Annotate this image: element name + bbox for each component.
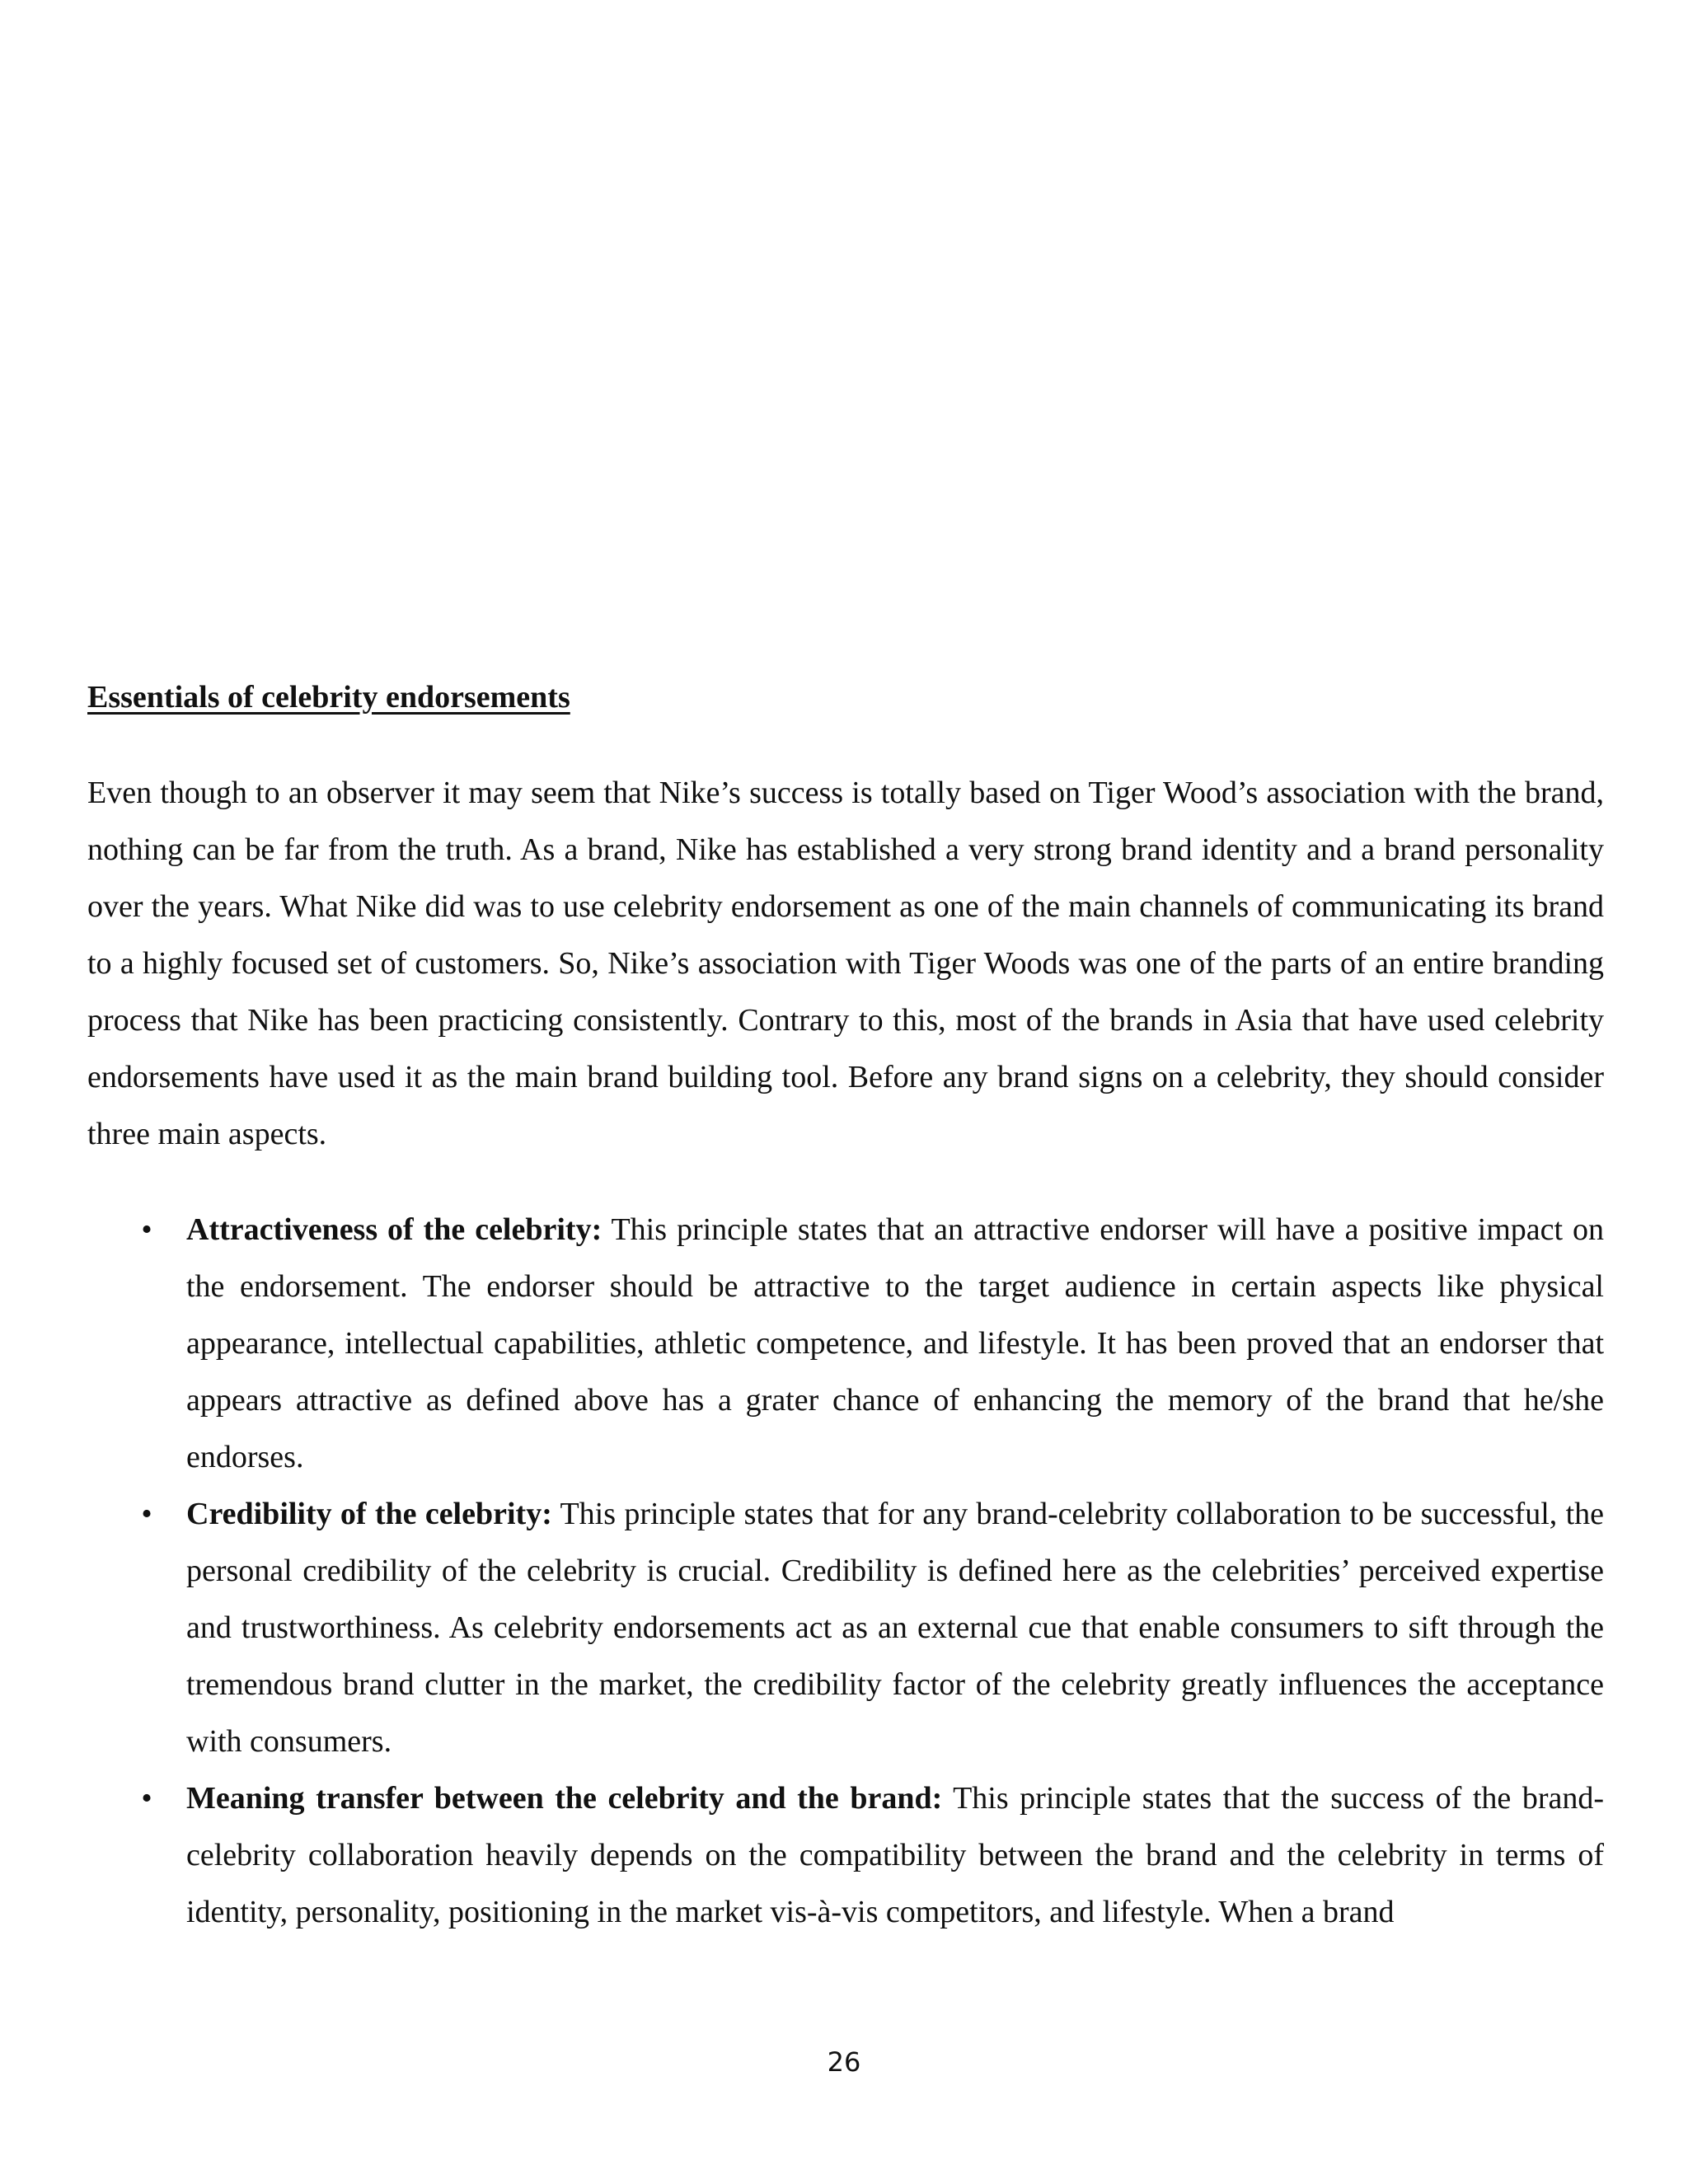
bullet-term: Credibility of the celebrity: xyxy=(186,1497,552,1531)
bullet-icon: • xyxy=(141,1212,152,1247)
list-item xyxy=(87,1202,1604,1486)
principles-list xyxy=(87,1202,1604,1941)
document-body xyxy=(87,669,1604,1941)
list-item xyxy=(87,1486,1604,1770)
bullet-term: Meaning transfer between the celebrity and the brand: xyxy=(186,1781,943,1816)
bullet-icon: • xyxy=(141,1497,152,1531)
intro-paragraph: Even though to an observer it may seem that Nike’s success is totally based on Tiger Wood’s association with the brand, nothing can be far from the truth. As a brand, Nike has established a very strong brand identity and a brand personality over the years. What Nike did was to use celebrity endorsement as one of the main channels of communicating its brand to a highly focused set of customers. So, Nike’s association with Tiger Woods was one of the parts of an entire branding process that Nike has been practicing consistently. Contrary to this, most of the brands in Asia that have used celebrity endorsements have used it as the main brand building tool. Before any brand signs on a celebrity, they should consider three main aspects. xyxy=(87,776,1604,1151)
list-item xyxy=(87,1770,1604,1941)
bullet-text: This principle states that an attractive endorser will have a positive impact on the endorsement. The endorser should be attractive to the target audience in certain aspects like physical appearance, intellectual capabilities, athletic competence, and lifestyle. It has been proved that an endorser that appears attractive as defined above has a grater chance of enhancing the memory of the brand that he/she endorses. xyxy=(186,1212,1605,1474)
section-heading: Essentials of celebrity endorsements xyxy=(87,680,570,715)
page-number: 26 xyxy=(827,2046,861,2078)
bullet-icon: • xyxy=(141,1781,152,1816)
bullet-text: This principle states that the success of the brand-celebrity collaboration heavily depends on the compatibility between the brand and the celebrity in terms of identity, personality, positioning in the market vis-à-vis competitors, and lifestyle. When a brand xyxy=(186,1781,1604,1929)
bullet-term: Attractiveness of the celebrity: xyxy=(186,1212,603,1247)
bullet-text: This principle states that for any brand-celebrity collaboration to be successful, the personal credibility of the celebrity is crucial. Credibility is defined here as the celebrities’ perceived expertise and trustworthiness. As celebrity endorsements act as an external cue that enable consumers to sift through the tremendous brand clutter in the market, the credibility factor of the celebrity greatly influences the acceptance with consumers. xyxy=(186,1497,1604,1759)
